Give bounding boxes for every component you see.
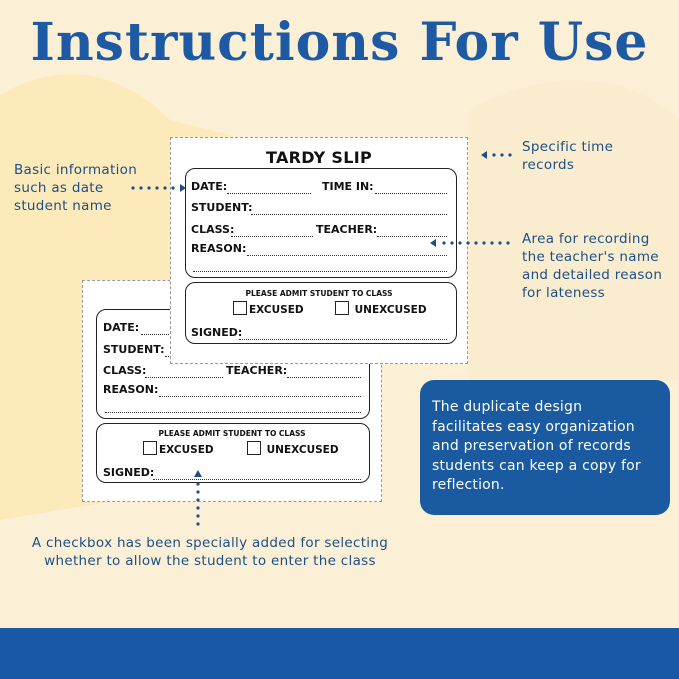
excused-option[interactable] — [233, 301, 304, 316]
reason-label: REASON: — [103, 383, 159, 396]
note-line: records — [522, 157, 575, 173]
page-title: Instructions For Use — [30, 12, 649, 73]
date-label: DATE: — [103, 321, 140, 334]
student-line — [251, 213, 447, 215]
reason-line — [159, 395, 361, 397]
note-line: Specific time — [522, 139, 614, 155]
class-line — [145, 376, 223, 378]
note-line: such as date — [14, 180, 104, 196]
note-line: Area for recording — [522, 231, 650, 247]
reason-line-2 — [105, 411, 361, 413]
student-label: STUDENT: — [191, 201, 253, 214]
unexcused-checkbox[interactable] — [247, 441, 261, 455]
duplicate-design-callout — [420, 380, 670, 515]
note-time-records — [522, 138, 613, 174]
reason-line-2 — [193, 270, 447, 272]
note-line: The duplicate design — [432, 399, 583, 415]
signed-label: SIGNED: — [103, 466, 155, 479]
note-checkbox — [0, 534, 420, 570]
slip-title: TARDY SLIP — [265, 148, 373, 167]
note-line: for lateness — [522, 285, 606, 301]
teacher-label: TEACHER: — [316, 223, 378, 236]
time-in-label: TIME IN: — [322, 180, 374, 193]
class-label: CLASS: — [103, 364, 147, 377]
reason-label: REASON: — [191, 242, 247, 255]
footer-bar — [0, 628, 679, 679]
note-line: Basic information — [14, 162, 138, 178]
note-teacher-area — [522, 230, 662, 302]
tardy-slip — [170, 137, 468, 364]
note-line: whether to allow the student to enter the class — [44, 553, 376, 569]
unexcused-option[interactable] — [247, 441, 339, 456]
signed-line — [153, 478, 361, 480]
note-line: students can keep a copy for — [432, 457, 641, 474]
teacher-line — [287, 376, 361, 378]
excused-label: EXCUSED — [249, 304, 304, 316]
signed-label: SIGNED: — [191, 326, 243, 339]
signed-line — [239, 338, 447, 340]
admit-label: PLEASE ADMIT STUDENT TO CLASS — [158, 429, 306, 438]
teacher-line — [377, 235, 447, 237]
student-label: STUDENT: — [103, 343, 165, 356]
note-basic-info — [14, 161, 137, 215]
class-line — [231, 235, 313, 237]
note-line: the teacher's name — [522, 249, 659, 265]
excused-checkbox[interactable] — [233, 301, 247, 315]
admit-label: PLEASE ADMIT STUDENT TO CLASS — [245, 289, 393, 298]
class-label: CLASS: — [191, 223, 235, 236]
note-line: and detailed reason — [522, 267, 663, 283]
date-line — [227, 192, 311, 194]
date-label: DATE: — [191, 180, 228, 193]
note-line: A checkbox has been specially added for selecting — [31, 535, 389, 551]
note-line: reflection. — [432, 477, 505, 493]
time-in-line — [375, 192, 447, 194]
unexcused-checkbox[interactable] — [335, 301, 349, 315]
reason-line — [247, 254, 447, 256]
excused-option[interactable] — [143, 441, 214, 456]
note-line: and preservation of records — [432, 438, 631, 454]
unexcused-label: UNEXCUSED — [354, 304, 427, 316]
note-line: student name — [14, 198, 112, 214]
teacher-label: TEACHER: — [226, 364, 288, 377]
excused-checkbox[interactable] — [143, 441, 157, 455]
excused-label: EXCUSED — [159, 444, 214, 456]
unexcused-option[interactable] — [335, 301, 427, 316]
note-line: facilitates easy organization — [432, 418, 635, 435]
unexcused-label: UNEXCUSED — [266, 444, 339, 456]
